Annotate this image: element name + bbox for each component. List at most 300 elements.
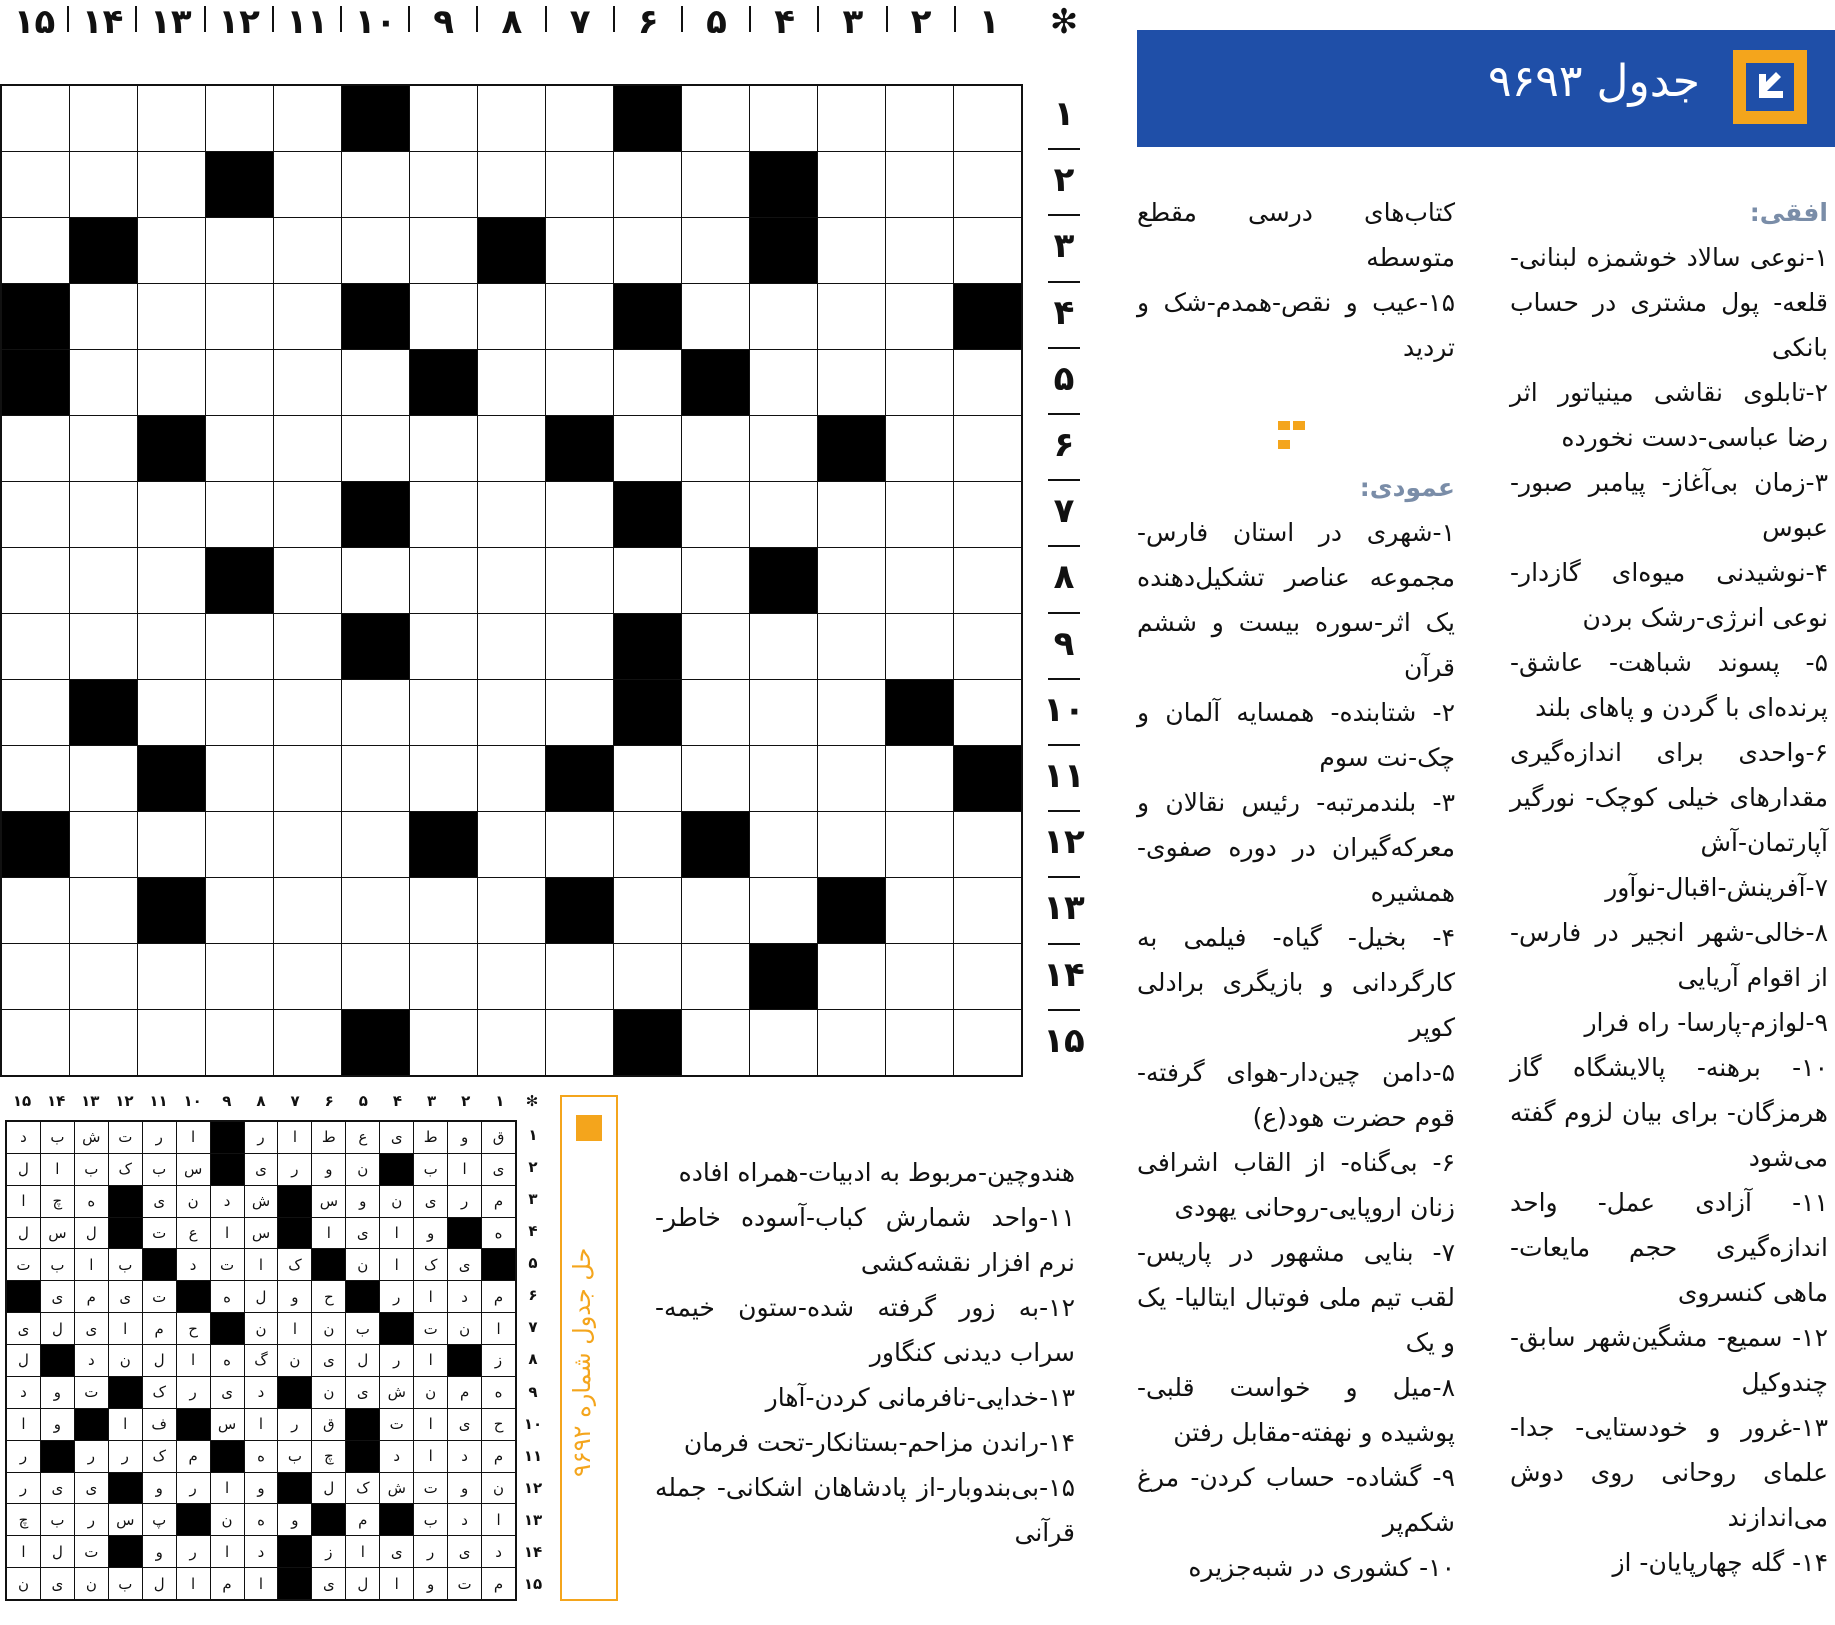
solution-cell: ه [482, 1377, 515, 1408]
grid-cell [682, 86, 749, 151]
grid-cell [546, 284, 613, 349]
grid-cell [274, 614, 341, 679]
solution-cell: ت [211, 1249, 244, 1280]
solution-cell: ک [346, 1473, 379, 1504]
clue: ۱۴-راندن مزاحم-بستانکار-تحت فرمان [683, 1428, 1075, 1457]
solution-cell [211, 1313, 244, 1344]
solution-cell: ر [177, 1536, 210, 1567]
grid-cell [342, 350, 409, 415]
solution-cell: ر [380, 1345, 413, 1376]
solution-cell: ر [278, 1409, 311, 1440]
solution-cell [109, 1536, 142, 1567]
mini-column-number: ۵ [358, 1092, 368, 1110]
grid-cell [614, 680, 681, 745]
grid-cell [206, 350, 273, 415]
solution-cell: د [177, 1249, 210, 1280]
solution-cell: ت [7, 1249, 40, 1280]
solution-cell: ک [414, 1249, 447, 1280]
solution-cell: ب [109, 1568, 142, 1599]
grid-cell [70, 416, 137, 481]
grid-cell [954, 284, 1021, 349]
solution-cell [278, 1473, 311, 1504]
grid-cell [206, 416, 273, 481]
grid-cell [546, 350, 613, 415]
clue: ۱۱-واحد شمارش کباب-آسوده خاطر- نرم افزار نقشه‌کشی [655, 1203, 1075, 1277]
grid-cell [206, 746, 273, 811]
solution-cell: س [177, 1154, 210, 1185]
grid-cell [206, 548, 273, 613]
row-number: ١٣ [1043, 888, 1085, 929]
row-separator [1048, 876, 1080, 878]
solution-cell: ا [177, 1568, 210, 1599]
solution-cell: ا [448, 1154, 481, 1185]
solution-cell: و [143, 1473, 176, 1504]
grid-cell [546, 218, 613, 283]
column-number: ١۵ [13, 2, 56, 42]
grid-cell [206, 482, 273, 547]
solution-cell [41, 1345, 74, 1376]
solution-cell: چ [41, 1186, 74, 1217]
grid-cell [614, 614, 681, 679]
column-number: ۵ [706, 2, 727, 42]
clue: ۱-نوعی سالاد خوشمزه لبنانی- قلعه- پول مشتری در حساب بانکی [1510, 243, 1828, 362]
solution-cell: ف [143, 1409, 176, 1440]
mini-row-number: ٩ [528, 1382, 538, 1401]
grid-cell [954, 548, 1021, 613]
solution-cell: د [245, 1377, 278, 1408]
solution-cell: ل [143, 1345, 176, 1376]
clue: ۶-واحدی برای اندازه‌گیری مقدارهای خیلی کوچک- نورگیر آپارتمان-آش [1510, 738, 1828, 857]
solution-cell: ا [245, 1568, 278, 1599]
grid-cell [478, 878, 545, 943]
grid-cell [206, 680, 273, 745]
grid-cell [614, 218, 681, 283]
solution-cell [211, 1122, 244, 1153]
solution-cell: ک [143, 1441, 176, 1472]
grid-cell [478, 1010, 545, 1075]
across-clues [1510, 190, 1828, 1585]
grid-cell [546, 548, 613, 613]
mini-row-number: ۶ [528, 1286, 538, 1305]
grid-cell [342, 944, 409, 1009]
grid-cell [750, 1010, 817, 1075]
grid-cell [614, 812, 681, 877]
row-separator [1048, 612, 1080, 614]
grid-cell [410, 482, 477, 547]
grid-cell [138, 152, 205, 217]
mini-column-number: ۶ [324, 1092, 334, 1110]
solution-cell: ی [7, 1313, 40, 1344]
solution-cell: ح [312, 1281, 345, 1312]
grid-cell [2, 416, 69, 481]
grid-logo-icon [1733, 50, 1807, 124]
solution-cell: ا [75, 1249, 108, 1280]
grid-cell [206, 1010, 273, 1075]
solution-cell: م [177, 1441, 210, 1472]
column-number: ۴ [774, 2, 796, 42]
grid-cell [138, 746, 205, 811]
grid-cell [818, 284, 885, 349]
grid-cell [2, 944, 69, 1009]
grid-cell [886, 350, 953, 415]
mini-row-number: ١۴ [523, 1542, 543, 1561]
grid-cell [2, 350, 69, 415]
grid-cell [886, 152, 953, 217]
solution-cell: ا [346, 1536, 379, 1567]
solution-cell: ش [380, 1377, 413, 1408]
solution-cell: ز [312, 1536, 345, 1567]
clue: ۸-خالی-شهر انجیر در فارس- از اقوام آریایی [1510, 918, 1828, 992]
grid-cell [614, 350, 681, 415]
solution-cell: س [41, 1218, 74, 1249]
grid-cell [410, 86, 477, 151]
grid-cell [546, 746, 613, 811]
grid-cell [546, 416, 613, 481]
solution-cell: ن [346, 1154, 379, 1185]
solution-cell: ت [143, 1281, 176, 1312]
grid-cell [410, 218, 477, 283]
column-numbers [0, 0, 1090, 40]
grid-cell [750, 218, 817, 283]
grid-cell [886, 614, 953, 679]
clue: ۹-لوازم-پارسا- راه فرار [1584, 1008, 1828, 1037]
grid-cell [342, 614, 409, 679]
clue: ۴-نوشیدنی میوه‌ای گازدار- نوعی انرژی-رشک بردن [1510, 558, 1828, 632]
solution-cell [482, 1249, 515, 1280]
clue: ۵-دامن چین‌دار-هوای گرفته- قوم حضرت هود(ع) [1137, 1058, 1455, 1132]
grid-cell [70, 812, 137, 877]
solution-cell: ن [211, 1504, 244, 1535]
clue: ۱۰- کشوری در شبه‌جزیره [1188, 1553, 1455, 1582]
grid-cell [954, 944, 1021, 1009]
row-numbers [1042, 84, 1086, 1077]
grid-cell [818, 614, 885, 679]
grid-cell [886, 482, 953, 547]
clue: هندوچین-مربوط به ادبیات-همراه افاده [678, 1158, 1075, 1187]
grid-cell [750, 680, 817, 745]
grid-cell [138, 350, 205, 415]
grid-cell [750, 350, 817, 415]
mini-column-number: ٨ [256, 1092, 266, 1110]
grid-cell [274, 746, 341, 811]
grid-cell [614, 284, 681, 349]
grid-cell [478, 86, 545, 151]
mini-row-number: ٨ [528, 1350, 538, 1369]
solution-cell [278, 1186, 311, 1217]
solution-cell: ه [211, 1281, 244, 1312]
grid-cell [410, 350, 477, 415]
solution-cell: ی [448, 1409, 481, 1440]
solution-cell: ل [75, 1218, 108, 1249]
clue: ۱۳-غرور و خودستایی- جدا- علمای روحانی روی دوش می‌اندازند [1510, 1413, 1828, 1532]
solution-cell: ن [414, 1377, 447, 1408]
solution-cell: و [448, 1122, 481, 1153]
solution-cell: د [211, 1186, 244, 1217]
solution-cell: م [346, 1504, 379, 1535]
grid-cell [342, 416, 409, 481]
solution-cell: ش [75, 1122, 108, 1153]
grid-cell [546, 152, 613, 217]
grid-cell [70, 614, 137, 679]
down-clues [1137, 465, 1455, 1590]
solution-cell: د [380, 1441, 413, 1472]
clue: ۹- گشاده- حساب کردن- مرغ شکم‌پر [1137, 1463, 1455, 1537]
solution-cell: ب [278, 1441, 311, 1472]
clue: ۸-میل و خواست قلبی- پوشیده و نهفته-مقابل رفتن [1137, 1373, 1455, 1447]
grid-cell [2, 614, 69, 679]
grid-cell [818, 878, 885, 943]
grid-cell [682, 680, 749, 745]
solution-cell: ن [448, 1313, 481, 1344]
grid-cell [206, 944, 273, 1009]
solution-cell: ل [41, 1536, 74, 1567]
grid-cell [206, 86, 273, 151]
solution-cell: ا [41, 1154, 74, 1185]
solution-cell: د [7, 1377, 40, 1408]
solution-cell [211, 1154, 244, 1185]
grid-cell [886, 218, 953, 283]
solution-cell [109, 1473, 142, 1504]
solution-cell: ا [245, 1249, 278, 1280]
solution-cell [448, 1218, 481, 1249]
grid-cell [478, 482, 545, 547]
grid-cell [478, 548, 545, 613]
mini-column-number: ١٠ [183, 1092, 202, 1110]
solution-cell [109, 1218, 142, 1249]
grid-cell [614, 86, 681, 151]
grid-cell [682, 284, 749, 349]
grid-cell [274, 878, 341, 943]
solution-cell: ی [380, 1122, 413, 1153]
solution-cell: ی [41, 1568, 74, 1599]
solution-cell: د [448, 1441, 481, 1472]
solution-cell: د [482, 1536, 515, 1567]
solution-cell: ر [7, 1441, 40, 1472]
solution-cell: ب [41, 1122, 74, 1153]
solution-cell: ن [346, 1249, 379, 1280]
grid-cell [682, 1010, 749, 1075]
solution-cell [278, 1218, 311, 1249]
solution-cell: ر [177, 1473, 210, 1504]
row-separator [1048, 545, 1080, 547]
solution-cell: ل [7, 1218, 40, 1249]
puzzle-header [1137, 30, 1835, 147]
grid-cell [954, 812, 1021, 877]
row-number: ٣ [1053, 226, 1075, 267]
solution-cell: ک [109, 1154, 142, 1185]
solution-cell [380, 1154, 413, 1185]
solution-cell: ن [177, 1186, 210, 1217]
grid-cell [546, 86, 613, 151]
solution-cell: چ [312, 1441, 345, 1472]
across-heading: افقی: [1749, 198, 1828, 227]
row-separator [1048, 281, 1080, 283]
solution-cell: ی [245, 1154, 278, 1185]
solution-cell: ی [448, 1249, 481, 1280]
solution-cell: ب [41, 1504, 74, 1535]
solution-cell: گ [245, 1345, 278, 1376]
grid-cell [70, 944, 137, 1009]
grid-cell [274, 152, 341, 217]
solution-cell: ح [177, 1313, 210, 1344]
mini-row-number: ۴ [528, 1222, 538, 1241]
grid-cell [138, 1010, 205, 1075]
solution-cell: ر [75, 1441, 108, 1472]
solution-cell: س [211, 1409, 244, 1440]
grid-cell [410, 812, 477, 877]
grid-cell [70, 548, 137, 613]
row-number: ١١ [1043, 756, 1085, 796]
solution-cell: ب [414, 1504, 447, 1535]
grid-cell [274, 218, 341, 283]
solution-cell: ا [414, 1281, 447, 1312]
solution-cell: ی [109, 1281, 142, 1312]
grid-cell [274, 482, 341, 547]
solution-cell: ا [380, 1249, 413, 1280]
grid-cell [2, 152, 69, 217]
grid-cell [138, 482, 205, 547]
grid-cell [410, 614, 477, 679]
grid-cell [818, 482, 885, 547]
solution-cell [346, 1441, 379, 1472]
grid-cell [818, 152, 885, 217]
grid-cell [546, 944, 613, 1009]
clue: ۲- شتابنده- همسایه آلمان و چک-نت سوم [1137, 698, 1455, 772]
grid-cell [2, 812, 69, 877]
grid-cell [410, 416, 477, 481]
grid-cell [682, 944, 749, 1009]
solution-cell: ا [414, 1345, 447, 1376]
grid-cell [682, 548, 749, 613]
grid-cell [342, 86, 409, 151]
mini-column-number: ١٣ [81, 1092, 100, 1110]
row-separator [1048, 678, 1080, 680]
grid-cell [750, 284, 817, 349]
grid-cell [70, 152, 137, 217]
column-number: ٧ [569, 2, 591, 42]
solution-cell: ش [245, 1186, 278, 1217]
grid-cell [818, 86, 885, 151]
grid-cell [410, 284, 477, 349]
solution-cell: ا [245, 1409, 278, 1440]
crossword-grid [0, 84, 1023, 1077]
solution-cell: ر [143, 1122, 176, 1153]
grid-cell [138, 284, 205, 349]
grid-cell [614, 944, 681, 1009]
solution-cell: ت [75, 1536, 108, 1567]
solution-cell: ا [211, 1536, 244, 1567]
solution-cell: م [143, 1313, 176, 1344]
solution-cell: ی [75, 1473, 108, 1504]
solution-cell: ت [143, 1218, 176, 1249]
solution-cell [278, 1377, 311, 1408]
grid-cell [818, 680, 885, 745]
solution-cell: و [346, 1186, 379, 1217]
solution-cell: و [278, 1504, 311, 1535]
clue: کتاب‌های درسی مقطع متوسطه [1137, 198, 1455, 272]
solution-cell: س [109, 1504, 142, 1535]
solution-cell: ا [312, 1218, 345, 1249]
grid-cell [274, 680, 341, 745]
solution-cell: ل [7, 1154, 40, 1185]
solution-cell [7, 1281, 40, 1312]
solution-cell: ا [414, 1409, 447, 1440]
mini-column-number: ١۵ [12, 1092, 32, 1110]
clue: ۱۱- آزادی عمل- واحد اندازه‌گیری حجم مایعات- ماهی کنسروی [1510, 1188, 1828, 1307]
solution-cell: ق [482, 1122, 515, 1153]
solution-cell: ن [482, 1473, 515, 1504]
grid-cell [2, 482, 69, 547]
row-number: ١٢ [1043, 822, 1085, 863]
solution-cell [109, 1377, 142, 1408]
clue: ۶- بی‌گناه- از القاب اشرافی زنان اروپایی-روحانی یهودی [1137, 1148, 1455, 1222]
grid-cell [750, 746, 817, 811]
grid-cell [342, 218, 409, 283]
separator-dots [1278, 415, 1322, 425]
solution-cell [346, 1409, 379, 1440]
solution-cell: ل [245, 1281, 278, 1312]
solution-cell [143, 1249, 176, 1280]
grid-cell [138, 680, 205, 745]
solution-cell: ا [7, 1409, 40, 1440]
grid-cell [682, 746, 749, 811]
grid-cell [886, 746, 953, 811]
grid-cell [750, 482, 817, 547]
grid-cell [2, 878, 69, 943]
solution-cell [177, 1409, 210, 1440]
solution-cell: ر [380, 1281, 413, 1312]
row-separator [1048, 214, 1080, 216]
solution-cell [312, 1249, 345, 1280]
grid-cell [410, 548, 477, 613]
solution-cell: ی [448, 1536, 481, 1567]
grid-cell [750, 878, 817, 943]
grid-cell [342, 746, 409, 811]
column-number: ١٠ [354, 2, 397, 42]
row-separator [1048, 479, 1080, 481]
grid-cell [274, 416, 341, 481]
solution-cell: ه [245, 1504, 278, 1535]
grid-cell [818, 350, 885, 415]
grid-cell [70, 350, 137, 415]
grid-cell [274, 812, 341, 877]
solution-cell: ی [41, 1281, 74, 1312]
mini-column-number: ٢ [461, 1092, 471, 1110]
solution-cell: ی [346, 1377, 379, 1408]
grid-cell [410, 878, 477, 943]
clue: ۱۵-عیب و نقص-همدم-شک و تردید [1137, 288, 1455, 362]
solution-cell: ت [380, 1409, 413, 1440]
grid-cell [206, 614, 273, 679]
grid-cell [138, 878, 205, 943]
clue: ۷-آفرینش-اقبال-نوآور [1605, 873, 1828, 902]
mini-row-number: ۵ [528, 1254, 538, 1273]
solution-cell [278, 1536, 311, 1567]
solution-cell: ل [7, 1345, 40, 1376]
solution-cell: ی [482, 1154, 515, 1185]
solution-cell: د [245, 1536, 278, 1567]
grid-cell [206, 218, 273, 283]
grid-cell [410, 680, 477, 745]
solution-cell: ر [448, 1186, 481, 1217]
grid-cell [206, 878, 273, 943]
mini-column-number: ٩ [222, 1092, 232, 1110]
grid-cell [2, 548, 69, 613]
grid-cell [750, 416, 817, 481]
grid-cell [138, 86, 205, 151]
clue: ۵- پسوند شباهت- عاشق- پرنده‌ای با گردن و پاهای بلند [1510, 648, 1828, 722]
clue: ۳-زمان بی‌آغاز- پیامبر صبور- عبوس [1510, 468, 1828, 542]
